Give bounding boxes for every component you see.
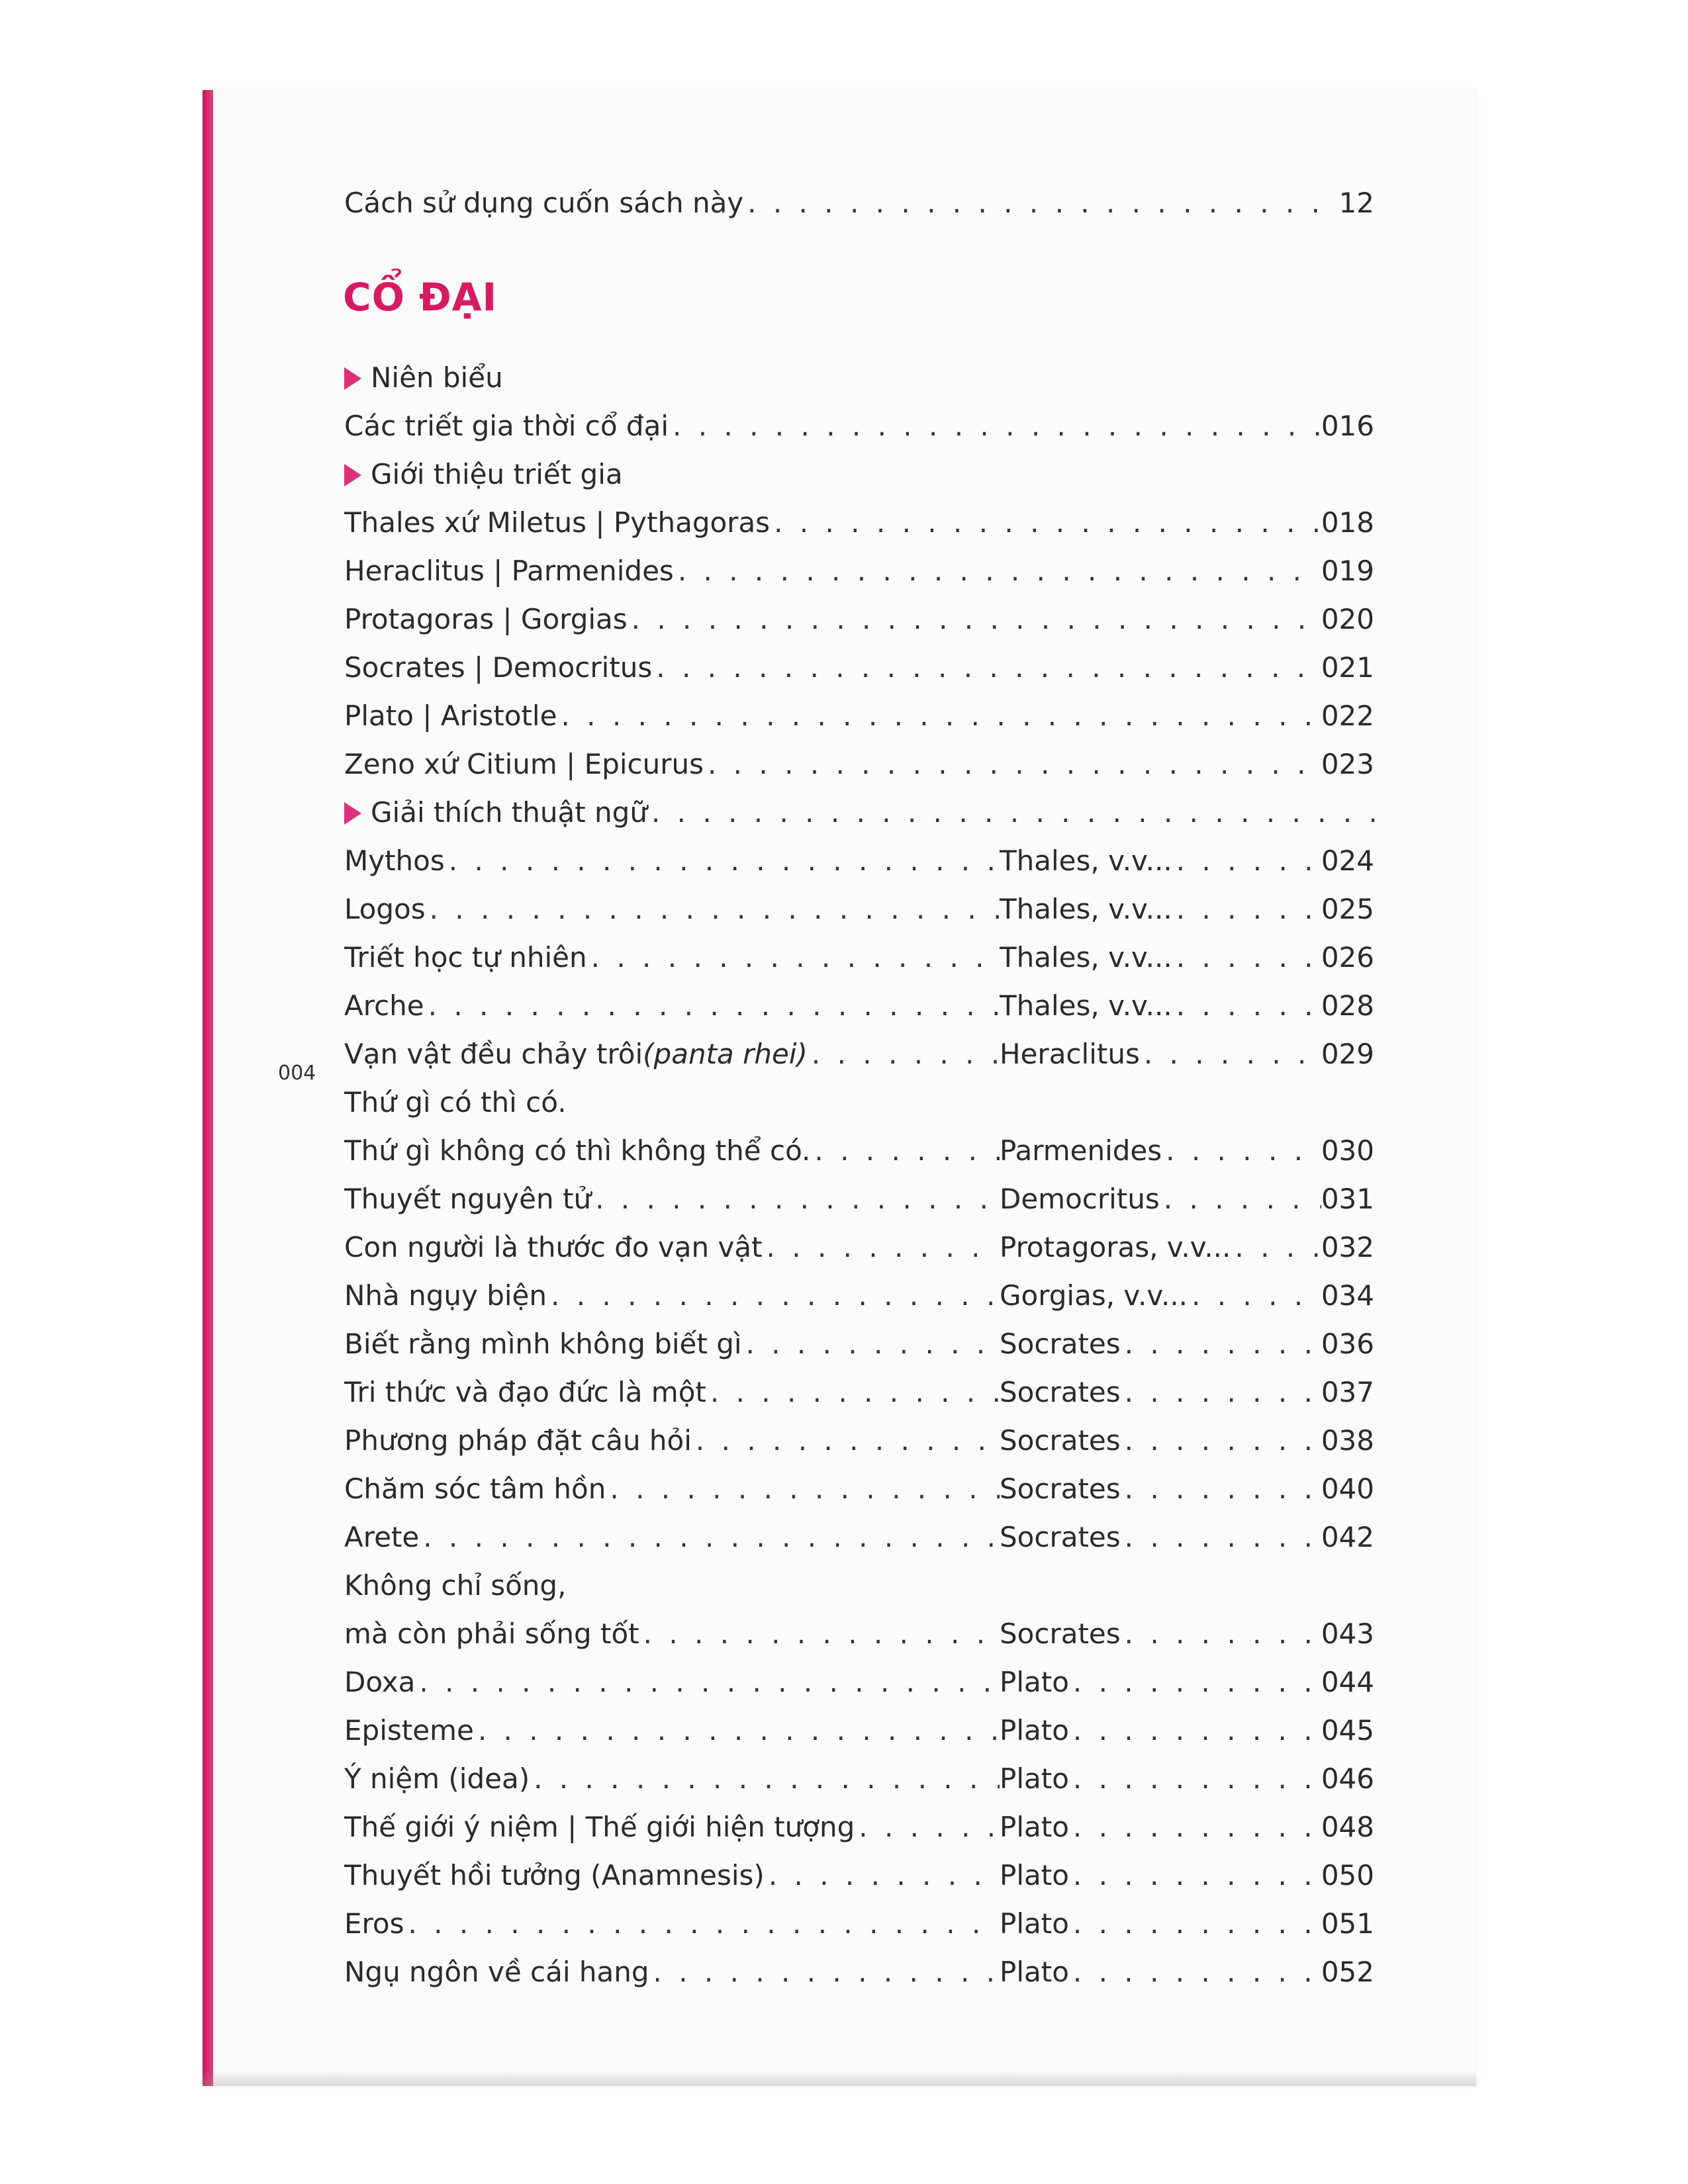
toc-page-number: 050	[1321, 1859, 1374, 1891]
folio-page-number: 004	[278, 1062, 316, 1085]
toc-row[interactable]	[344, 885, 1374, 933]
toc-page-number: 029	[1321, 1038, 1374, 1070]
dot-leader	[639, 1610, 1000, 1658]
toc-philosopher-column	[1000, 1658, 1374, 1706]
dot-leader	[706, 1368, 1000, 1416]
toc-title: Arche	[344, 989, 424, 1022]
toc-title: Episteme	[344, 1714, 474, 1747]
dot-leader	[415, 1658, 1000, 1706]
dot-leader	[1160, 1175, 1321, 1223]
dot-leader	[530, 1754, 1000, 1803]
toc-title: Socrates | Democritus	[344, 651, 653, 684]
toc-term-column	[344, 1223, 1000, 1271]
toc-term-column	[344, 1513, 1000, 1561]
dot-leader	[1069, 1706, 1321, 1754]
toc-page-number: 043	[1321, 1617, 1374, 1650]
dot-leader	[591, 1175, 1000, 1223]
toc-page-number: 022	[1321, 700, 1374, 732]
toc-philosopher-column	[1000, 885, 1374, 933]
toc-philosopher-column	[1000, 933, 1374, 981]
toc-row[interactable]	[344, 1513, 1374, 1561]
dot-leader	[1121, 1320, 1321, 1368]
dot-leader	[404, 1899, 1000, 1948]
toc-term-column	[344, 1948, 1000, 1996]
dot-leader	[810, 1126, 1000, 1175]
dot-leader	[704, 740, 1321, 788]
dot-leader	[1069, 1851, 1321, 1899]
toc-philosopher: Socrates	[1000, 1617, 1121, 1650]
toc-philosopher-column	[1000, 1223, 1374, 1271]
dot-leader	[587, 933, 1000, 981]
toc-page-number: 019	[1321, 555, 1374, 587]
dot-leader	[1172, 837, 1321, 885]
toc-term-column	[344, 1706, 1000, 1754]
toc-title: Thuyết hồi tưởng (Anamnesis)	[344, 1859, 765, 1891]
toc-philosopher-column	[1000, 1754, 1374, 1803]
toc-row[interactable]	[344, 1899, 1374, 1948]
toc-philosopher: Parmenides	[1000, 1134, 1162, 1167]
toc-philosopher: Socrates	[1000, 1521, 1121, 1553]
toc-page-number: 021	[1321, 651, 1374, 684]
toc-title: Arete	[344, 1521, 420, 1553]
toc-row	[344, 1561, 1374, 1610]
toc-title: Mythos	[344, 844, 445, 877]
dot-leader	[424, 981, 1000, 1030]
toc-philosopher-column	[1000, 1368, 1374, 1416]
toc-term-column	[344, 1465, 1000, 1513]
dot-leader	[557, 692, 1321, 740]
toc-title: Logos	[344, 893, 426, 925]
dot-leader	[770, 498, 1321, 547]
toc-philosopher: Thales, v.v...	[1000, 941, 1172, 974]
toc-term-column	[344, 1030, 1000, 1078]
toc-term-column	[344, 1851, 1000, 1899]
toc-row[interactable]	[344, 1368, 1374, 1416]
toc-page-number: 045	[1321, 1714, 1374, 1747]
toc-philosopher-column	[1000, 1126, 1374, 1175]
toc-title: Thế giới ý niệm | Thế giới hiện tượng	[344, 1811, 855, 1843]
toc-page-number: 038	[1321, 1424, 1374, 1457]
dot-leader	[1172, 885, 1321, 933]
toc-philosopher: Socrates	[1000, 1424, 1121, 1457]
toc-row	[344, 450, 1374, 498]
toc-row[interactable]	[344, 692, 1374, 740]
toc-page-number: 051	[1321, 1907, 1374, 1940]
toc-row[interactable]	[344, 1271, 1374, 1320]
dot-leader	[1172, 981, 1321, 1030]
toc-row[interactable]	[344, 788, 1374, 837]
toc-row[interactable]	[344, 1416, 1374, 1465]
toc-row[interactable]	[344, 1851, 1374, 1899]
dot-leader	[419, 1513, 1000, 1561]
dot-leader	[647, 788, 1374, 837]
dot-leader	[1188, 1271, 1321, 1320]
dot-leader	[1069, 1899, 1321, 1948]
toc-title: Không chỉ sống,	[344, 1569, 567, 1602]
toc-philosopher-column	[1000, 1175, 1374, 1223]
toc-row[interactable]	[344, 1465, 1374, 1513]
toc-philosopher-column	[1000, 1803, 1374, 1851]
dot-leader	[1121, 1368, 1321, 1416]
toc-philosopher-column	[1000, 1465, 1374, 1513]
toc-title: Plato | Aristotle	[344, 700, 557, 732]
toc-term-column	[344, 1803, 1000, 1851]
dot-leader	[669, 402, 1321, 450]
toc-subheading: Giải thích thuật ngữ	[371, 796, 647, 829]
toc-title: mà còn phải sống tốt	[344, 1617, 639, 1650]
toc-title: Chăm sóc tâm hồn	[344, 1473, 606, 1505]
toc-row[interactable]	[344, 402, 1374, 450]
toc-philosopher: Socrates	[1000, 1473, 1121, 1505]
toc-term-column	[344, 885, 1000, 933]
toc-term-column	[344, 837, 1000, 885]
toc-row[interactable]	[344, 1126, 1374, 1175]
toc-title: Phương pháp đặt câu hỏi	[344, 1424, 692, 1457]
dot-leader	[1140, 1030, 1321, 1078]
triangle-right-icon	[344, 367, 361, 390]
toc-title: Tri thức và đạo đức là một	[344, 1376, 706, 1408]
toc-term-column	[344, 1126, 1000, 1175]
toc-philosopher: Plato	[1000, 1762, 1069, 1795]
toc-page-number: 034	[1321, 1279, 1374, 1312]
toc-row[interactable]	[344, 1948, 1374, 1996]
toc-subheading: Niên biểu	[371, 361, 503, 394]
toc-page-number: 036	[1321, 1328, 1374, 1360]
toc-row[interactable]	[344, 1223, 1374, 1271]
dot-leader	[1231, 1223, 1321, 1271]
toc-title: Cách sử dụng cuốn sách này	[344, 187, 744, 219]
dot-leader	[692, 1416, 1000, 1465]
toc-page-number: 044	[1321, 1666, 1374, 1698]
toc-row[interactable]	[344, 547, 1374, 595]
dot-leader	[808, 1030, 1000, 1078]
toc-subheading: Giới thiệu triết gia	[371, 458, 623, 490]
toc-philosopher-column	[1000, 1513, 1374, 1561]
toc-page-number: 018	[1321, 506, 1374, 539]
toc-philosopher-column	[1000, 1948, 1374, 1996]
toc-row[interactable]	[344, 933, 1374, 981]
toc-title: Thứ gì có thì có.	[344, 1086, 567, 1118]
toc-term-column	[344, 1416, 1000, 1465]
dot-leader	[426, 885, 1000, 933]
toc-title-italic: (panta rhei)	[643, 1038, 808, 1070]
toc-title: Ý niệm (idea)	[344, 1762, 530, 1795]
dot-leader	[606, 1465, 1000, 1513]
toc-title: Triết học tự nhiên	[344, 941, 587, 974]
toc-row[interactable]	[344, 595, 1374, 643]
toc-row[interactable]	[344, 1803, 1374, 1851]
toc-term-column	[344, 1754, 1000, 1803]
toc-term-column	[344, 1899, 1000, 1948]
dot-leader	[1069, 1754, 1321, 1803]
dot-leader	[649, 1948, 1000, 1996]
toc-page-number: 026	[1321, 941, 1374, 974]
toc-philosopher-column	[1000, 1899, 1374, 1948]
dot-leader	[1069, 1658, 1321, 1706]
toc-page-number: 046	[1321, 1762, 1374, 1795]
dot-leader	[1121, 1416, 1321, 1465]
toc-philosopher: Plato	[1000, 1859, 1069, 1891]
toc-term-column	[344, 1320, 1000, 1368]
toc-row[interactable]	[344, 498, 1374, 547]
toc-title: Doxa	[344, 1666, 416, 1698]
section-title: CỔ ĐẠI	[343, 275, 498, 320]
toc-title: Heraclitus | Parmenides	[344, 555, 674, 587]
toc-term-column	[344, 1658, 1000, 1706]
toc-title: Thales xứ Miletus | Pythagoras	[344, 506, 771, 539]
toc-page-number: 024	[1321, 844, 1374, 877]
toc-row[interactable]	[344, 1706, 1374, 1754]
toc-philosopher-column	[1000, 1706, 1374, 1754]
toc-term-column	[344, 933, 1000, 981]
toc-page-number: 037	[1321, 1376, 1374, 1408]
toc-philosopher-column	[1000, 981, 1374, 1030]
dot-leader	[1162, 1126, 1321, 1175]
dot-leader	[743, 187, 1338, 219]
toc-page-number: 042	[1321, 1521, 1374, 1553]
toc-philosopher: Plato	[1000, 1666, 1069, 1698]
toc-title: Biết rằng mình không biết gì	[344, 1328, 742, 1360]
dot-leader	[674, 547, 1321, 595]
toc-title: Eros	[344, 1907, 404, 1940]
toc-row[interactable]	[344, 1030, 1374, 1078]
toc-row-intro[interactable]	[344, 187, 1374, 226]
toc-page-number: 040	[1321, 1473, 1374, 1505]
toc-philosopher: Thales, v.v...	[1000, 989, 1172, 1022]
toc-term-column	[344, 1271, 1000, 1320]
toc-title: Thuyết nguyên tử	[344, 1183, 592, 1215]
toc-page-number: 030	[1321, 1134, 1374, 1167]
toc-row[interactable]	[344, 1320, 1374, 1368]
toc-row[interactable]	[344, 1610, 1374, 1658]
dot-leader	[1172, 933, 1321, 981]
toc-row[interactable]	[344, 1175, 1374, 1223]
toc-philosopher-column	[1000, 1851, 1374, 1899]
dot-leader	[1121, 1465, 1321, 1513]
toc-page-number: 028	[1321, 989, 1374, 1022]
toc-philosopher: Thales, v.v...	[1000, 893, 1172, 925]
toc-title: Các triết gia thời cổ đại	[344, 410, 669, 442]
toc-philosopher-column	[1000, 1320, 1374, 1368]
toc-row[interactable]	[344, 643, 1374, 692]
toc-philosopher: Socrates	[1000, 1376, 1121, 1408]
toc-page-number: 020	[1321, 603, 1374, 635]
dot-leader	[1069, 1948, 1321, 1996]
toc-page-number: 023	[1321, 748, 1374, 780]
toc-title: Ngụ ngôn về cái hang	[344, 1956, 649, 1988]
toc-title: Nhà ngụy biện	[344, 1279, 547, 1312]
toc-philosopher: Plato	[1000, 1714, 1069, 1747]
toc-philosopher-column	[1000, 837, 1374, 885]
toc-philosopher-column	[1000, 1271, 1374, 1320]
toc-title: Thứ gì không có thì không thể có.	[344, 1134, 811, 1167]
toc-term-column	[344, 1368, 1000, 1416]
toc-page-number: 025	[1321, 893, 1374, 925]
toc-row	[344, 1078, 1374, 1126]
toc-philosopher: Socrates	[1000, 1328, 1121, 1360]
toc-page-number: 016	[1321, 410, 1374, 442]
toc-philosopher: Gorgias, v.v...	[1000, 1279, 1188, 1312]
dot-leader	[547, 1271, 1000, 1320]
toc-philosopher-column	[1000, 1416, 1374, 1465]
toc-row[interactable]	[344, 740, 1374, 788]
toc-philosopher-column	[1000, 1030, 1374, 1078]
toc-row[interactable]	[344, 981, 1374, 1030]
toc-philosopher: Thales, v.v...	[1000, 844, 1172, 877]
dot-leader	[445, 837, 1000, 885]
toc-title: Vạn vật đều chảy trôi	[344, 1038, 643, 1070]
toc-row	[344, 353, 1374, 402]
toc-philosopher: Plato	[1000, 1956, 1069, 1988]
toc-term-column	[344, 981, 1000, 1030]
dot-leader	[1069, 1803, 1321, 1851]
toc-page-number: 048	[1321, 1811, 1374, 1843]
toc-row[interactable]	[344, 1658, 1374, 1706]
toc-page-number: 032	[1321, 1231, 1374, 1263]
dot-leader	[474, 1706, 1000, 1754]
toc-title: Zeno xứ Citium | Epicurus	[344, 748, 704, 780]
toc-philosopher: Heraclitus	[1000, 1038, 1140, 1070]
toc-list	[344, 353, 1374, 1996]
dot-leader	[765, 1851, 1000, 1899]
toc-title: Protagoras | Gorgias	[344, 603, 628, 635]
toc-philosopher: Democritus	[1000, 1183, 1160, 1215]
toc-page-number: 12	[1338, 187, 1374, 219]
toc-page-number: 052	[1321, 1956, 1374, 1988]
dot-leader	[763, 1223, 1000, 1271]
toc-title: Con người là thước đo vạn vật	[344, 1231, 763, 1263]
toc-philosopher: Plato	[1000, 1811, 1069, 1843]
dot-leader	[1121, 1513, 1321, 1561]
dot-leader	[652, 643, 1321, 692]
dot-leader	[742, 1320, 1000, 1368]
toc-philosopher-column	[1000, 1610, 1374, 1658]
triangle-right-icon	[344, 464, 361, 486]
toc-row[interactable]	[344, 837, 1374, 885]
dot-leader	[1121, 1610, 1321, 1658]
dot-leader	[855, 1803, 1000, 1851]
toc-term-column	[344, 1610, 1000, 1658]
toc-term-column	[344, 1175, 1000, 1223]
toc-philosopher: Protagoras, v.v...	[1000, 1231, 1231, 1263]
toc-page-number: 031	[1321, 1183, 1374, 1215]
dot-leader	[628, 595, 1321, 643]
toc-philosopher: Plato	[1000, 1907, 1069, 1940]
toc-row[interactable]	[344, 1754, 1374, 1803]
triangle-right-icon	[344, 802, 361, 825]
